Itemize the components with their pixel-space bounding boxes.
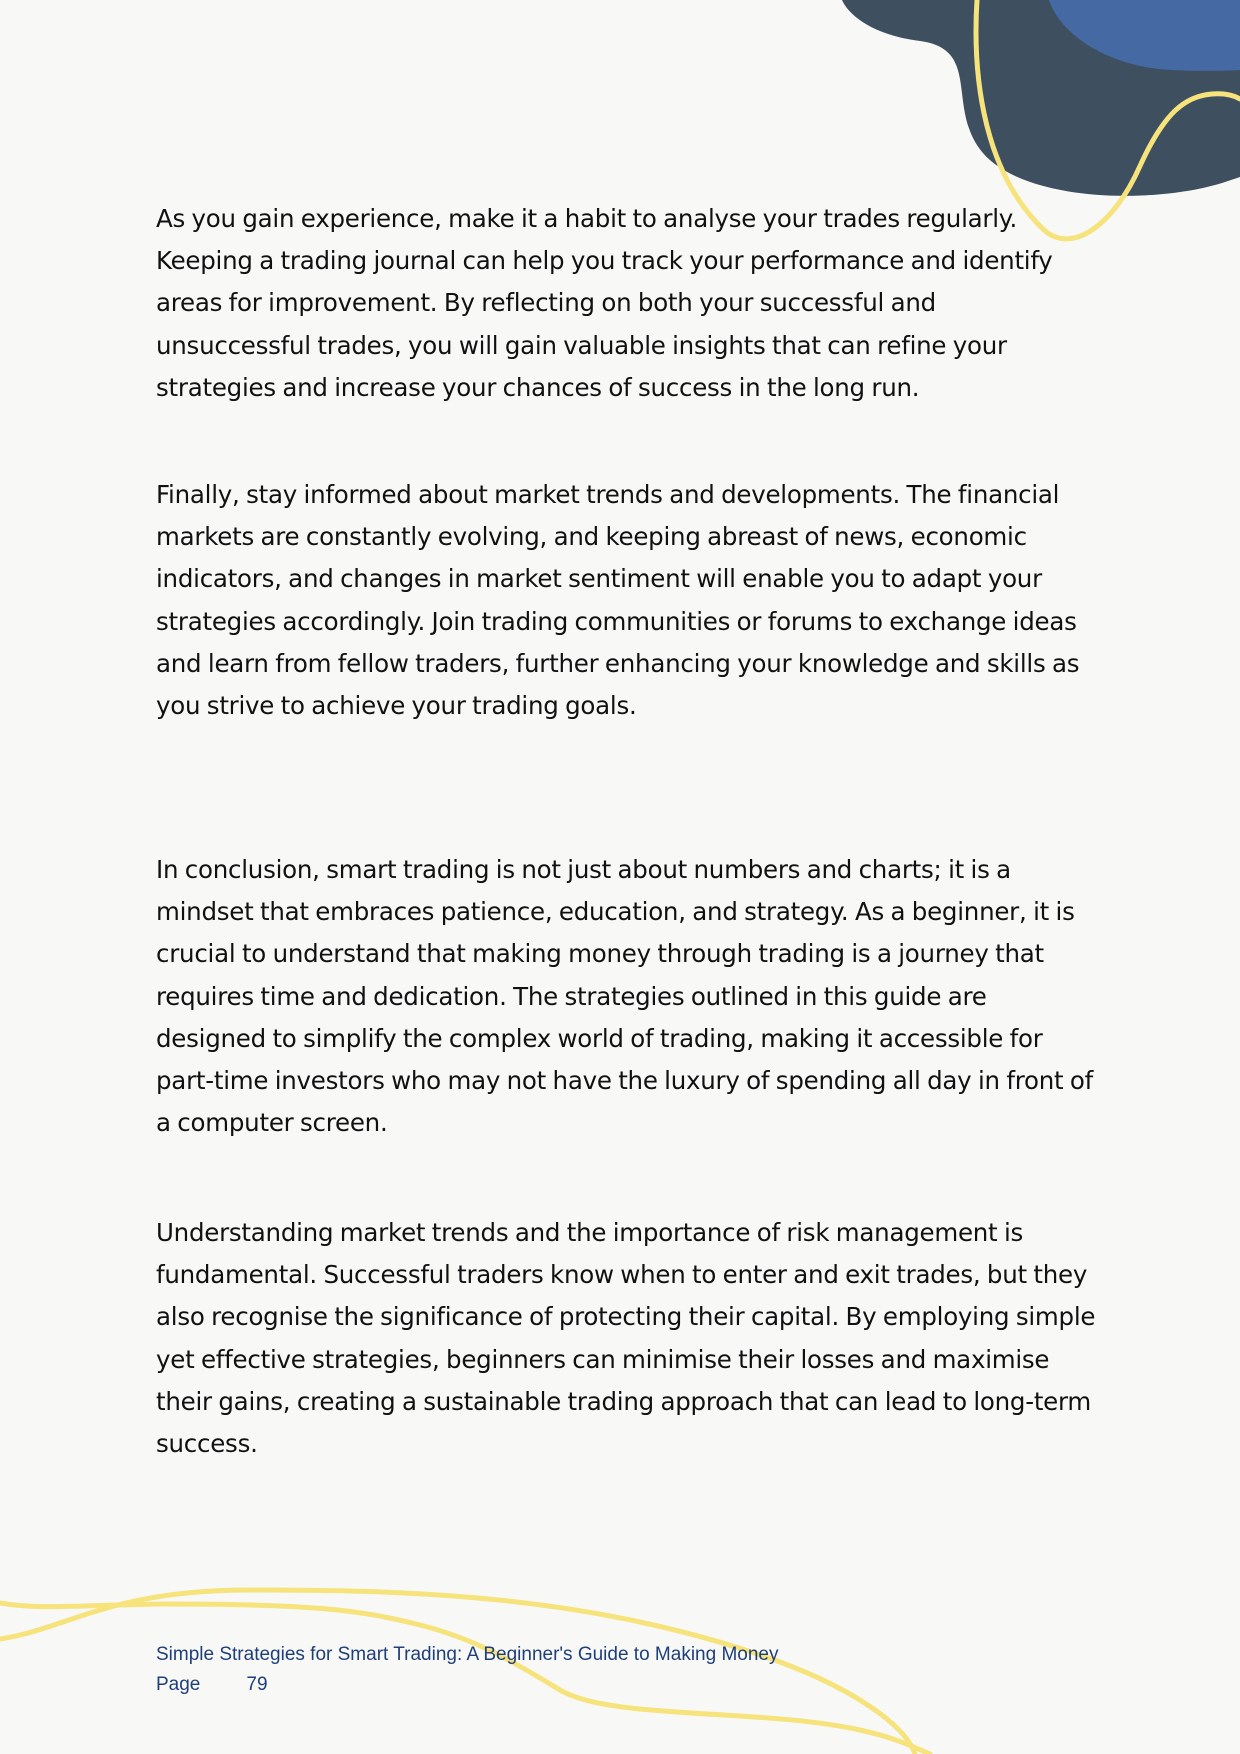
footer-page-info (156, 1670, 779, 1700)
footer-page-number: 79 (246, 1674, 268, 1695)
paragraph: As you gain experience, make it a habit to analyse your trades regularly. Keeping a trading journal can help you track your performance and identify areas for improvement. By reflecting on both your successful and unsuccessful trades, you will gain valuable insights that can refine your strategies and increase your chances of success in the long run. (156, 204, 1053, 402)
navy-blob-shape (842, 0, 1240, 196)
footer-page-label: Page (156, 1674, 201, 1695)
blue-blob-shape (1049, 0, 1240, 71)
paragraph: In conclusion, smart trading is not just about numbers and charts; it is a mindset that embraces patience, education, and strategy. As a beginner, it is crucial to understand that making money through trading is a journey that requires time and dedication. The strategies outlined in this guide are designed to simplify the complex world of trading, making it accessible for part-time investors who may not have the luxury of spending all day in front of a computer screen. (156, 855, 1094, 1138)
footer-book-title: Simple Strategies for Smart Trading: A Beginner's Guide to Making Money (156, 1644, 779, 1665)
paragraph: Finally, stay informed about market trends and developments. The financial markets are constantly evolving, and keeping abreast of news, economic indicators, and changes in market sentiment will enable you to adapt your strategies accordingly. Join trading communities or forums to exchange ideas and learn from fellow traders, further enhancing your knowledge and skills as you strive to achieve your trading goals. (156, 480, 1080, 721)
paragraph: Understanding market trends and the importance of risk management is fundamental. Successful traders know when to enter and exit trades, but they also recognise the significance of protecting their capital. By employing simple yet effective strategies, beginners can minimise their losses and maximise their gains, creating a sustainable trading approach that can lead to long-term success. (156, 1218, 1096, 1459)
page-footer (156, 1640, 779, 1700)
